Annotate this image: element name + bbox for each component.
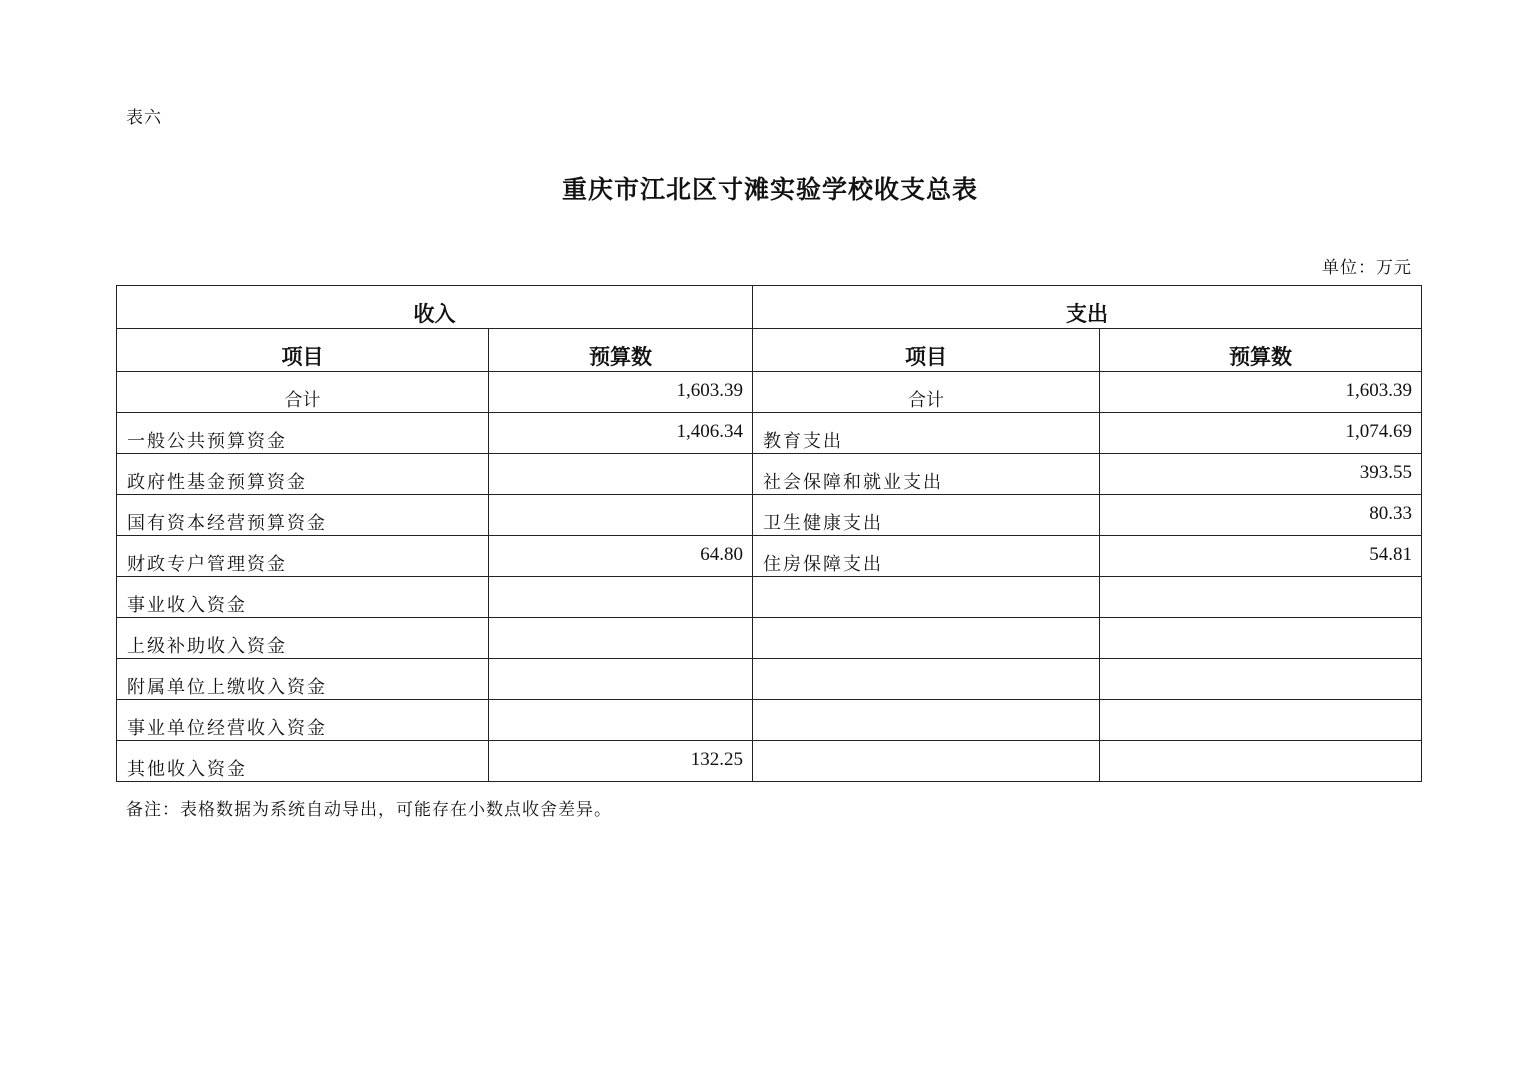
income-item-name: 事业收入资金 — [117, 577, 489, 618]
income-item-value — [489, 618, 753, 659]
table-row — [117, 741, 1422, 782]
table-row — [117, 536, 1422, 577]
income-item-value — [489, 454, 753, 495]
table-row — [117, 413, 1422, 454]
expense-item-column-header: 项目 — [753, 329, 1100, 372]
expense-item-value: 80.33 — [1100, 495, 1422, 536]
expense-item-name — [753, 700, 1100, 741]
expense-item-value — [1100, 700, 1422, 741]
income-item-value: 64.80 — [489, 536, 753, 577]
expense-item-value: 393.55 — [1100, 454, 1422, 495]
expense-item-name: 住房保障支出 — [753, 536, 1100, 577]
income-item-value: 132.25 — [489, 741, 753, 782]
expense-total-label: 合计 — [753, 372, 1100, 413]
income-item-column-header: 项目 — [117, 329, 489, 372]
expense-budget-column-header: 预算数 — [1100, 329, 1422, 372]
expense-item-value — [1100, 741, 1422, 782]
income-item-name: 事业单位经营收入资金 — [117, 700, 489, 741]
expense-item-name — [753, 618, 1100, 659]
income-budget-column-header: 预算数 — [489, 329, 753, 372]
income-total-label: 合计 — [117, 372, 489, 413]
expense-item-value — [1100, 618, 1422, 659]
expense-section-header: 支出 — [753, 286, 1422, 329]
column-header-row — [117, 329, 1422, 372]
income-item-name: 财政专户管理资金 — [117, 536, 489, 577]
table-row — [117, 454, 1422, 495]
income-item-name: 上级补助收入资金 — [117, 618, 489, 659]
income-item-value — [489, 577, 753, 618]
expense-item-name: 社会保障和就业支出 — [753, 454, 1100, 495]
expense-item-value — [1100, 577, 1422, 618]
expense-total-value: 1,603.39 — [1100, 372, 1422, 413]
income-item-name: 一般公共预算资金 — [117, 413, 489, 454]
footnote: 备注：表格数据为系统自动导出，可能存在小数点收舍差异。 — [126, 800, 612, 820]
expense-item-value: 54.81 — [1100, 536, 1422, 577]
income-item-value — [489, 700, 753, 741]
income-item-value — [489, 659, 753, 700]
total-row — [117, 372, 1422, 413]
income-item-value — [489, 495, 753, 536]
table-row — [117, 618, 1422, 659]
income-item-name: 政府性基金预算资金 — [117, 454, 489, 495]
expense-item-name — [753, 577, 1100, 618]
unit-label: 单位：万元 — [1322, 258, 1412, 278]
expense-item-name — [753, 659, 1100, 700]
expense-item-name — [753, 741, 1100, 782]
table-label: 表六 — [126, 108, 162, 128]
table-row — [117, 577, 1422, 618]
income-item-name: 国有资本经营预算资金 — [117, 495, 489, 536]
income-item-name: 其他收入资金 — [117, 741, 489, 782]
income-item-name: 附属单位上缴收入资金 — [117, 659, 489, 700]
table-row — [117, 495, 1422, 536]
income-item-value: 1,406.34 — [489, 413, 753, 454]
income-section-header: 收入 — [117, 286, 753, 329]
expense-item-value: 1,074.69 — [1100, 413, 1422, 454]
budget-table — [116, 285, 1422, 782]
income-total-value: 1,603.39 — [489, 372, 753, 413]
table-row — [117, 659, 1422, 700]
expense-item-value — [1100, 659, 1422, 700]
page-title: 重庆市江北区寸滩实验学校收支总表 — [561, 175, 978, 204]
expense-item-name: 卫生健康支出 — [753, 495, 1100, 536]
section-header-row — [117, 286, 1422, 329]
expense-item-name: 教育支出 — [753, 413, 1100, 454]
table-row — [117, 700, 1422, 741]
